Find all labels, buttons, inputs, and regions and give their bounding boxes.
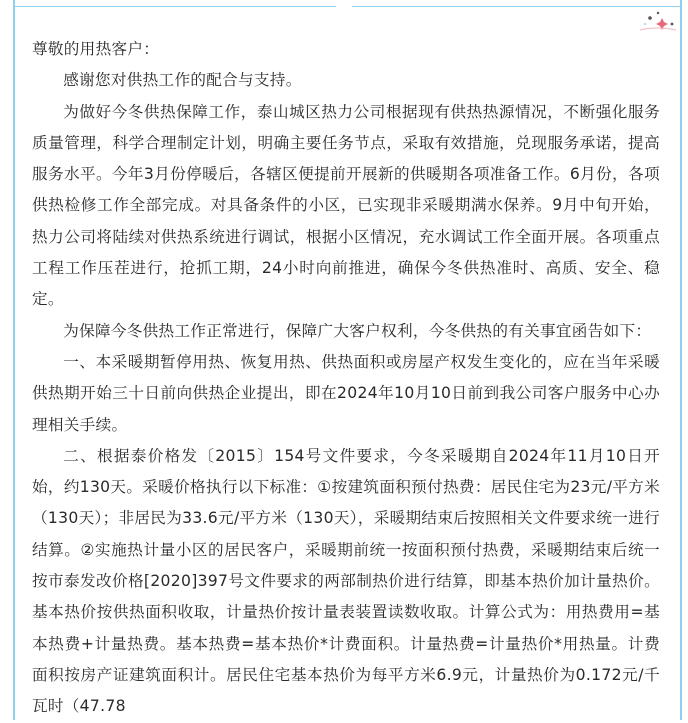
notice-letter <box>32 34 660 723</box>
sparkle-decoration-icon <box>636 4 680 34</box>
paragraph-item-two: 二、根据泰价格发〔2015〕154号文件要求，今冬采暖期自2024年11月10日开始，约130天。采暖价格执行以下标准：①按建筑面积预付热费：居民住宅为23元/平方米（130天）；非居民为33.6元/平方米（130天），采暖期结束后按照相关文件要求统一进行结算。②实施热计量小区的居民客户，采暖期前统一按面积预付热费，采暖期结束后统一按市泰发改价格[2020]397号文件要求的两部制热价进行结算，即基本热价加计量热价。基本热价按供热面积收取，计量热价按计量表装置读数收取。计算公式为：用热费用=基本热费+计量热费。基本热费=基本热价*计费面积。计量热费=计量热价*用热量。计费面积按房产证建筑面积计。居民住宅基本热价为每平方米6.9元，计量热价为0.172元/千瓦时（47.78 <box>32 446 660 716</box>
paragraph-preparation: 为做好今冬供热保障工作，泰山城区热力公司根据现有供热热源情况，不断强化服务质量管理，科学合理制定计划，明确主要任务节点，采取有效措施，兑现服务承诺，提高服务水平。今年3月份停暖后，各辖区便提前开展新的供暖期各项准备工作。6月份，各项供热检修工作全部完成。对具备条件的小区，已实现非采暖期满水保养。9月中旬开始，热力公司将陆续对供热系统进行调试，根据小区情况，充水调试工作全面开展。各项重点工程工作压茬进行，抢抓工期，24小时向前推进，确保今冬供热准时、高质、安全、稳定。 <box>32 102 660 309</box>
frame-top-notch <box>336 0 352 8</box>
paragraph-announcement: 为保障今冬供热工作正常进行，保障广大客户权利，今冬供热的有关事宜函告如下： <box>63 321 652 340</box>
salutation: 尊敬的用热客户： <box>32 40 160 58</box>
paragraph-thanks: 感谢您对供热工作的配合与支持。 <box>63 71 302 90</box>
paragraph-item-one: 一、本采暖期暂停用热、恢复用热、供热面积或房屋产权发生变化的，应在当年采暖供热期开始三十日前向供热企业提出，即在2024年10月10日前到我公司客户服务中心办理相关手续。 <box>32 352 660 434</box>
